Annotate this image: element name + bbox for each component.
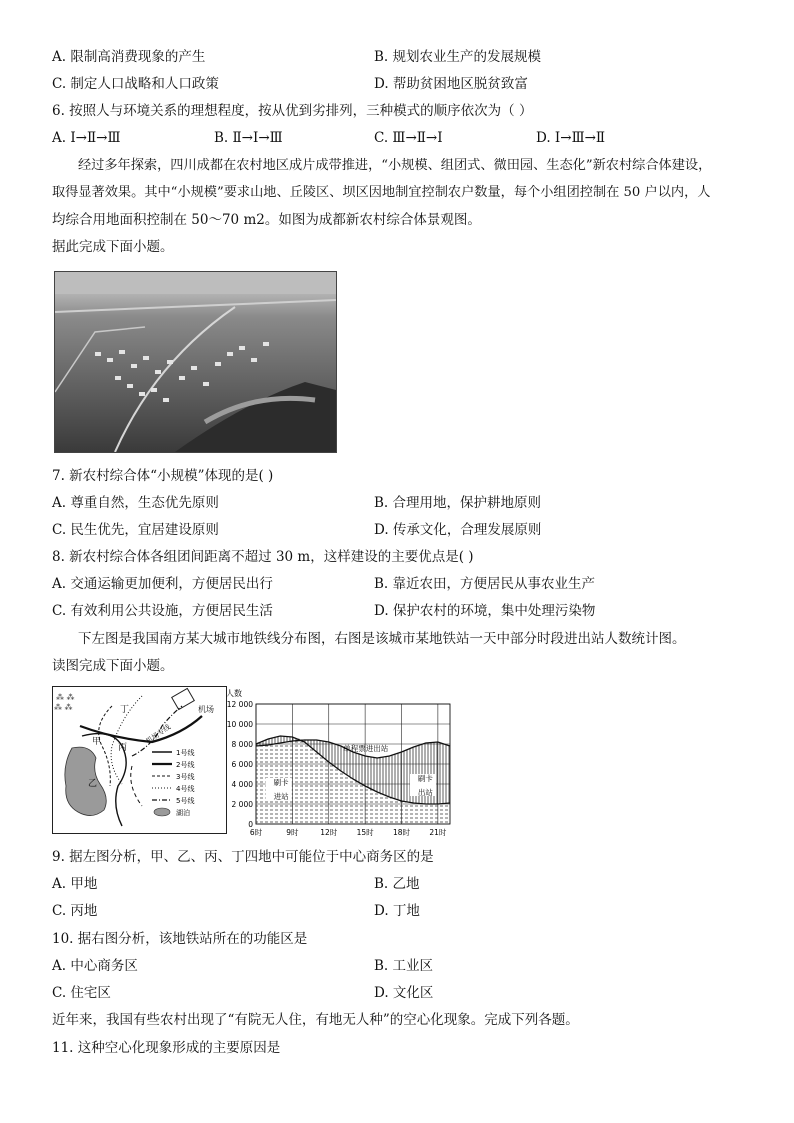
q7-option-c: C. 民生优先，宜居建设原则	[52, 522, 219, 538]
q9-option-d: D. 丁地	[374, 903, 420, 919]
q5-option-c: C. 制定人口战略和人口政策	[52, 76, 219, 92]
q10-stem: 10. 据右图分析，该地铁站所在的功能区是	[52, 931, 308, 947]
legend-line3: 3号线	[176, 773, 195, 781]
passage1-line4: 据此完成下面小题。	[52, 239, 174, 255]
xtick-label: 12时	[320, 828, 338, 837]
q7-option-d: D. 传承文化，合理发展原则	[374, 522, 542, 538]
q10-option-d: D. 文化区	[374, 985, 434, 1001]
q10-option-c: C. 住宅区	[52, 985, 111, 1001]
legend-line5: 5号线	[176, 797, 195, 805]
q8-option-b: B. 靠近农田，方便居民从事农业生产	[374, 576, 596, 592]
ytick-label: 4 000	[231, 780, 253, 789]
q10-option-a: A. 中心商务区	[52, 958, 138, 974]
q7-stem: 7. 新农村综合体“小规模”体现的是( )	[52, 468, 274, 484]
passage1-line1: 经过多年探索，四川成都在农村地区成片成带推进，“小规模、组团式、微田园、生态化”新农村综合体建设，	[78, 158, 712, 173]
q6-stem: 6. 按照人与环境关系的理想程度，按从优到劣排列，三种模式的顺序依次为（ ）	[52, 103, 533, 119]
passage1-line3: 均综合用地面积控制在 50～70 m2。如图为成都新农村综合体景观图。	[52, 212, 481, 228]
ytick-label: 6 000	[231, 760, 253, 769]
place-jia: 甲	[92, 737, 102, 747]
xtick-label: 21时	[429, 828, 447, 837]
q8-option-a: A. 交通运输更加便利，方便居民出行	[52, 576, 273, 592]
passage1-line2: 取得显著效果。其中“小规模”要求山地、丘陵区、坝区因地制宜控制农户数量，每个小组团控制在 50 户以内，人	[52, 185, 711, 200]
q6-option-c: C. Ⅲ→Ⅱ→Ⅰ	[374, 130, 443, 146]
annotation-card-in-2: 进站	[273, 792, 289, 801]
q10-option-b: B. 工业区	[374, 958, 434, 974]
q6-option-d: D. Ⅰ→Ⅲ→Ⅱ	[536, 130, 606, 146]
annotation-card-out-2: 出站	[417, 788, 433, 797]
q6-option-b: B. Ⅱ→Ⅰ→Ⅲ	[214, 130, 283, 146]
xtick-label: 6时	[249, 828, 263, 837]
q5-option-d: D. 帮助贫困地区脱贫致富	[374, 76, 528, 92]
xtick-label: 9时	[286, 828, 299, 837]
ytick-label: 10 000	[226, 720, 253, 729]
place-bing: 丙	[118, 743, 128, 753]
q8-stem: 8. 新农村综合体各组团间距离不超过 30 m，这样建设的主要优点是( )	[52, 549, 474, 565]
legend-lake: 湖泊	[176, 809, 190, 817]
ytick-label: 0	[248, 820, 253, 829]
q8-option-c: C. 有效利用公共设施，方便居民生活	[52, 603, 273, 619]
q7-option-b: B. 合理用地，保护耕地原则	[374, 495, 542, 511]
q9-stem: 9. 据左图分析，甲、乙、丙、丁四地中可能位于中心商务区的是	[52, 849, 434, 865]
passage2-line1: 下左图是我国南方某大城市地铁线分布图，右图是该城市某地铁站一天中部分时段进出站人数统计图。	[78, 631, 686, 647]
svg-text:⁂ ⁂: ⁂ ⁂	[56, 693, 75, 702]
ytick-label: 8 000	[231, 740, 253, 749]
q5-option-b: B. 规划农业生产的发展规模	[374, 49, 542, 65]
q8-option-d: D. 保护农村的环境，集中处理污染物	[374, 603, 596, 619]
annotation-single-ticket: 单程票进出站	[343, 744, 389, 753]
q5-option-a: A. 限制高消费现象的产生	[52, 49, 206, 65]
xtick-label: 15时	[356, 828, 374, 837]
annotation-card-in-1: 刷卡	[273, 778, 289, 787]
passage2-line2: 读图完成下面小题。	[52, 658, 174, 674]
airport-label: 机场	[198, 705, 214, 714]
place-yi: 乙	[88, 779, 98, 789]
station-chart	[220, 684, 460, 842]
q7-option-a: A. 尊重自然，生态优先原则	[52, 495, 219, 511]
q9-option-b: B. 乙地	[374, 876, 420, 892]
metro-map	[52, 686, 227, 838]
q9-option-a: A. 甲地	[52, 876, 98, 892]
ylabel: 人数	[226, 689, 242, 698]
xtick-label: 18时	[392, 828, 411, 837]
place-ding: 丁	[120, 705, 130, 715]
ytick-label: 12 000	[226, 700, 253, 709]
q11-stem: 11. 这种空心化现象形成的主要原因是	[52, 1040, 281, 1056]
village-aerial-photo	[54, 271, 337, 453]
q6-option-a: A. Ⅰ→Ⅱ→Ⅲ	[52, 130, 121, 146]
q9-option-c: C. 丙地	[52, 903, 98, 919]
legend-line4: 4号线	[176, 785, 195, 793]
airport-line-label: 机场专线	[144, 723, 173, 746]
passage3-line1: 近年来，我国有些农村出现了“有院无人住，有地无人种”的空心化现象。完成下列各题。	[52, 1012, 579, 1028]
legend-line1: 1号线	[176, 749, 195, 757]
annotation-card-out-1: 刷卡	[417, 774, 433, 783]
legend-line2: 2号线	[176, 761, 195, 769]
svg-text:⁂ ⁂: ⁂ ⁂	[54, 703, 73, 712]
ytick-label: 2 000	[231, 800, 253, 809]
